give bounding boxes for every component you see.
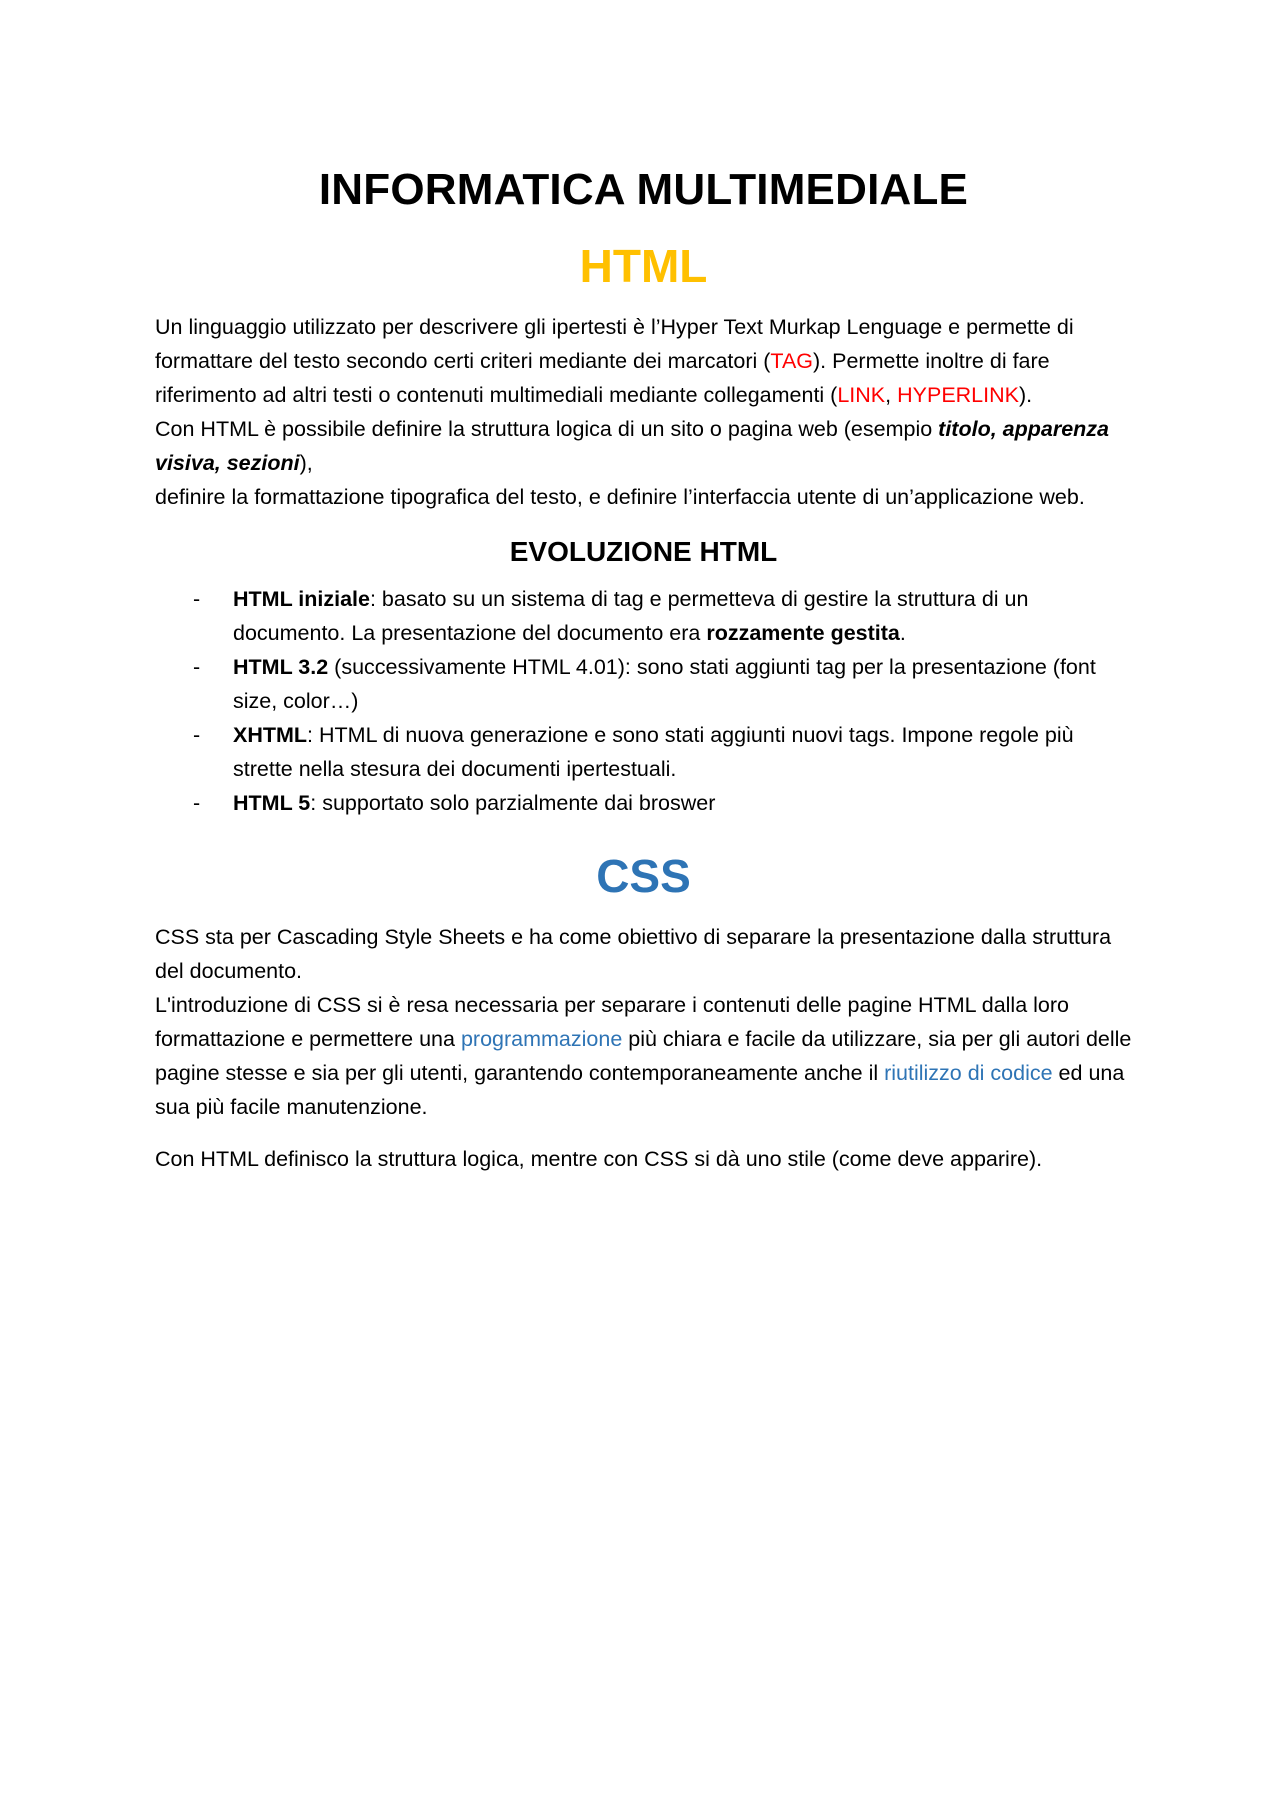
list-item bbox=[155, 718, 1132, 786]
page-title: INFORMATICA MULTIMEDIALE bbox=[318, 165, 969, 214]
list-item-term: HTML iniziale bbox=[233, 587, 370, 611]
list-item-text: : basato su un sistema di tag e permetteva di gestire la struttura di un documento. La presentazione del documento era bbox=[233, 587, 1029, 645]
html-structure-examples: titolo, apparenza visiva, sezioni bbox=[155, 417, 1109, 475]
html-intro-text-a: Un linguaggio utilizzato per descrivere gli ipertesti è l’Hyper Text Murkap Lenguage e permette di formattare del testo secondo certi criteri mediante dei marcatori ( bbox=[155, 315, 1074, 373]
list-item-term: XHTML bbox=[233, 723, 308, 747]
evolution-heading: EVOLUZIONE HTML bbox=[509, 536, 778, 567]
css-intro-text-b: più chiara e facile da utilizzare, sia per gli autori delle pagine stesse e sia per gli utenti, garantendo contemporaneamente anche il bbox=[155, 1027, 1132, 1085]
evolution-list bbox=[155, 582, 1132, 820]
css-intro-text-c: ed una sua più facile manutenzione. bbox=[155, 1061, 1125, 1119]
html-structure-text-b: ), bbox=[299, 451, 313, 475]
list-item bbox=[155, 650, 1132, 718]
list-dash: - bbox=[193, 791, 201, 815]
css-definition-paragraph: CSS sta per Cascading Style Sheets e ha come obiettivo di separare la presentazione dalla struttura del documento. bbox=[155, 925, 1112, 983]
link-keyword: LINK bbox=[837, 383, 886, 407]
hyperlink-keyword: HYPERLINK bbox=[897, 383, 1019, 407]
list-item-text: : HTML di nuova generazione e sono stati aggiunti nuovi tags. Impone regole più strette nella stesura dei documenti ipertestuali. bbox=[233, 723, 1074, 781]
riutilizzo-codice-link[interactable]: riutilizzo di codice bbox=[884, 1061, 1053, 1085]
list-item-term: HTML 5 bbox=[233, 791, 311, 815]
tag-keyword: TAG bbox=[770, 349, 814, 373]
list-dash: - bbox=[193, 723, 201, 747]
css-heading: CSS bbox=[596, 850, 691, 902]
list-item-text: : supportato solo parzialmente dai broswer bbox=[310, 791, 716, 815]
list-item-emphasis: rozzamente gestita bbox=[706, 621, 900, 645]
html-intro-text-c: ). bbox=[1018, 383, 1033, 407]
list-dash: - bbox=[193, 655, 201, 679]
list-item-text: (successivamente HTML 4.01): sono stati aggiunti tag per la presentazione (font size, color…) bbox=[233, 655, 1096, 713]
css-summary-paragraph: Con HTML definisco la struttura logica, mentre con CSS si dà uno stile (come deve apparire). bbox=[155, 1147, 1043, 1171]
html-heading: HTML bbox=[579, 240, 708, 292]
html-intro-text-b: ). Permette inoltre di fare riferimento ad altri testi o contenuti multimediali mediante collegamenti ( bbox=[155, 349, 1050, 407]
css-intro-paragraph bbox=[155, 988, 1132, 1124]
html-structure-text-a: Con HTML è possibile definire la struttura logica di un sito o pagina web (esempio bbox=[155, 417, 939, 441]
programmazione-link[interactable]: programmazione bbox=[460, 1027, 623, 1051]
list-item-term: HTML 3.2 bbox=[233, 655, 329, 679]
html-structure-paragraph bbox=[155, 412, 1132, 480]
html-intro-paragraph bbox=[155, 310, 1132, 412]
css-intro-text-a: L'introduzione di CSS si è resa necessaria per separare i contenuti delle pagine HTML dalla loro formattazione e permettere una bbox=[155, 993, 1069, 1051]
list-item bbox=[155, 582, 1132, 650]
list-dash: - bbox=[193, 587, 201, 611]
list-item bbox=[155, 786, 1132, 820]
html-format-paragraph: definire la formattazione tipografica del testo, e definire l’interfaccia utente di un’applicazione web. bbox=[155, 485, 1085, 509]
list-item-text-end: . bbox=[899, 621, 906, 645]
keyword-separator: , bbox=[885, 383, 898, 407]
